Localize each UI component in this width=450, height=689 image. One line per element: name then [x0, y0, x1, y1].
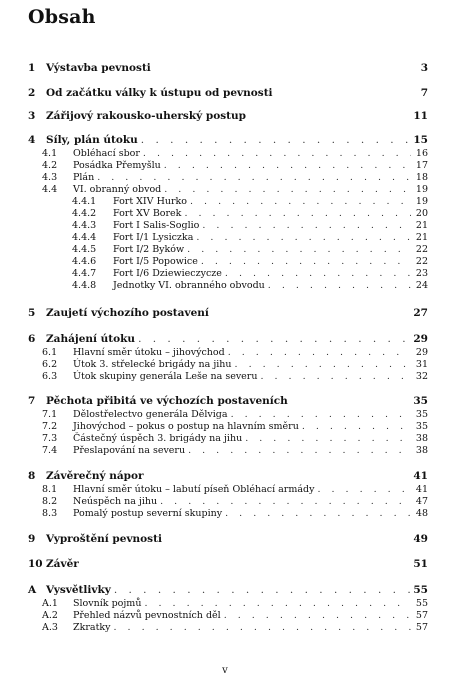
- toc-page-number: 23: [415, 268, 428, 279]
- toc-page-number: 24: [415, 280, 428, 291]
- leader-dots: [260, 371, 411, 382]
- leader-dots: [235, 359, 411, 370]
- leader-dots: [201, 256, 411, 267]
- leader-dots: [202, 220, 411, 231]
- leader-dots: [224, 610, 411, 621]
- toc-section-title: Přehled názvů pevnostních děl: [73, 610, 221, 621]
- toc-subsection-title: Fort XV Borek: [113, 208, 182, 219]
- toc-subsection-4-4-5[interactable]: 4.4.5 Fort I/2 Byków . . . 22: [28, 244, 428, 256]
- toc-page-number: 55: [413, 584, 428, 596]
- toc-section-8-3[interactable]: 8.3 Pomalý postup severní skupiny . . . 48: [28, 508, 428, 520]
- toc-section-4-2[interactable]: 4.2 Posádka Přemyšlu . . . 17: [28, 160, 428, 172]
- toc-section-title: Obléhací sbor: [73, 148, 140, 159]
- toc-page-number: 21: [415, 232, 428, 243]
- toc-page-number: 3: [420, 62, 428, 74]
- toc-page-number: 22: [415, 256, 428, 267]
- leader-dots: [160, 496, 411, 507]
- toc-section-4-1[interactable]: 4.1 Obléhací sbor . . . 16: [28, 148, 428, 160]
- toc-page-number: 19: [415, 184, 428, 195]
- toc-section-8-2[interactable]: 8.2 Neúspěch na jihu . . . 47: [28, 496, 428, 508]
- leader-dots: [245, 433, 411, 444]
- leader-dots: [302, 421, 411, 432]
- toc-subsection-title: Fort I Salis-Soglio: [113, 220, 200, 231]
- toc-page-number: 19: [415, 196, 428, 207]
- toc-page-number: 35: [415, 409, 428, 420]
- toc-page-number: 51: [413, 558, 428, 570]
- toc-page-number: 57: [415, 610, 428, 621]
- toc-section-a-2[interactable]: A.2 Přehled názvů pevnostních děl . . . 57: [28, 610, 428, 622]
- toc-section-title: Hlavní směr útoku – jihovýchod: [73, 347, 225, 358]
- toc-chapter-10[interactable]: 10 Závěr 51: [28, 558, 428, 570]
- toc-page-number: 29: [413, 333, 428, 345]
- toc-subsection-4-4-1[interactable]: 4.4.1 Fort XIV Hurko . . . 19: [28, 196, 428, 208]
- toc-subsection-title: Fort I/5 Popowice: [113, 256, 198, 267]
- toc-page-number: 18: [415, 172, 428, 183]
- toc-subsection-4-4-7[interactable]: 4.4.7 Fort I/6 Dziewieczycze . . . 23: [28, 268, 428, 280]
- toc-page-number: 55: [415, 598, 428, 609]
- toc-page-number: 32: [415, 371, 428, 382]
- toc-section-title: Neúspěch na jihu: [73, 496, 158, 507]
- leader-dots: [228, 347, 411, 358]
- toc-chapter-9[interactable]: 9 Vyproštění pevnosti 49: [28, 533, 428, 545]
- leader-dots: [225, 508, 411, 519]
- toc-page-number: 57: [415, 622, 428, 633]
- toc-section-title: Jihovýchod – pokus o postup na hlavním směru: [73, 421, 299, 432]
- toc-section-title: Pomalý postup severní skupiny: [73, 508, 223, 519]
- leader-dots: [268, 280, 411, 291]
- leader-dots: [190, 196, 411, 207]
- toc-subsection-4-4-8[interactable]: 4.4.8 Jednotky VI. obranného obvodu . . . 24: [28, 280, 428, 292]
- toc-section-7-3[interactable]: 7.3 Částečný úspěch 3. brigády na jihu . . . 38: [28, 433, 428, 445]
- toc-section-7-1[interactable]: 7.1 Dělostřelectvo generála Dělviga . . . 35: [28, 409, 428, 421]
- toc-subsection-title: Fort XIV Hurko: [113, 196, 187, 207]
- toc-chapter-6[interactable]: 6 Zahájení útoku . . . 29: [28, 333, 428, 347]
- leader-dots: [141, 134, 411, 146]
- toc-chapter-title: Zahájení útoku: [46, 333, 136, 345]
- toc-chapter-1[interactable]: 1 Výstavba pevnosti 3: [28, 62, 428, 74]
- leader-dots: [143, 148, 411, 159]
- toc-section-a-1[interactable]: A.1 Slovník pojmů . . . 55: [28, 598, 428, 610]
- leader-dots: [187, 244, 411, 255]
- leader-dots: [225, 268, 411, 279]
- toc-page-number: 41: [413, 470, 428, 482]
- toc-section-title: Slovník pojmů: [73, 598, 142, 609]
- toc-section-6-2[interactable]: 6.2 Útok 3. střelecké brigády na jihu . . . 31: [28, 359, 428, 371]
- toc-section-4-4[interactable]: 4.4 VI. obranný obvod . . . 19: [28, 184, 428, 196]
- toc-page-number: 38: [415, 433, 428, 444]
- toc-chapter-5[interactable]: 5 Zaujetí výchozího postavení 27: [28, 307, 428, 319]
- leader-dots: [138, 333, 410, 345]
- toc-chapter-title: Síly, plán útoku: [46, 134, 138, 146]
- toc-chapter-2[interactable]: 2 Od začátku války k ústupu od pevnosti 7: [28, 87, 428, 99]
- leader-dots: [144, 598, 411, 609]
- toc-section-title: Útok 3. střelecké brigády na jihu: [73, 359, 232, 370]
- toc-chapter-title: Závěrečný nápor: [46, 470, 144, 482]
- toc-chapter-title: Zářijový rakousko-uherský postup: [46, 110, 246, 122]
- toc-section-title: Posádka Přemyšlu: [73, 160, 161, 171]
- toc-page-number: 27: [413, 307, 428, 319]
- leader-dots: [114, 622, 411, 633]
- toc-page-number: 35: [415, 421, 428, 432]
- toc-page-number: 48: [415, 508, 428, 519]
- toc-subsection-title: Fort I/2 Byków: [113, 244, 185, 255]
- page-title: Obsah: [28, 6, 96, 28]
- toc-subsection-title: Fort I/1 Lysiczka: [113, 232, 194, 243]
- toc-section-title: Zkratky: [73, 622, 111, 633]
- toc-section-title: Plán: [73, 172, 95, 183]
- toc-appendix-a[interactable]: A Vysvětlivky . . . 55: [28, 584, 428, 598]
- leader-dots: [188, 445, 411, 456]
- toc-chapter-8[interactable]: 8 Závěrečný nápor 41: [28, 470, 428, 482]
- page-number-footer: v: [222, 665, 228, 676]
- toc-chapter-title: Výstavba pevnosti: [46, 62, 151, 74]
- toc-page-number: 21: [415, 220, 428, 231]
- toc-section-8-1[interactable]: 8.1 Hlavní směr útoku – labutí píseň Obléhací armády . . . 41: [28, 484, 428, 496]
- leader-dots: [231, 409, 411, 420]
- toc-chapter-title: Od začátku války k ústupu od pevnosti: [46, 87, 273, 99]
- toc-section-title: Útok skupiny generála Leše na severu: [73, 371, 258, 382]
- toc-page-number: 41: [415, 484, 428, 495]
- toc-page-number: 20: [415, 208, 428, 219]
- toc-section-title: VI. obranný obvod: [73, 184, 162, 195]
- toc-section-6-1[interactable]: 6.1 Hlavní směr útoku – jihovýchod . . . 29: [28, 347, 428, 359]
- leader-dots: [196, 232, 411, 243]
- toc-subsection-4-4-4[interactable]: 4.4.4 Fort I/1 Lysiczka . . . 21: [28, 232, 428, 244]
- toc-chapter-title: Zaujetí výchozího postavení: [46, 307, 209, 319]
- toc-page-number: 17: [415, 160, 428, 171]
- toc-section-7-4[interactable]: 7.4 Přeslapování na severu . . . 38: [28, 445, 428, 457]
- toc-chapter-title: Vyproštění pevnosti: [46, 533, 162, 545]
- leader-dots: [164, 184, 411, 195]
- toc-page-number: 31: [415, 359, 428, 370]
- toc-chapter-title: Závěr: [46, 558, 79, 570]
- toc-page-number: 11: [413, 110, 428, 122]
- toc-page-number: 35: [413, 395, 428, 407]
- toc-page-number: 16: [415, 148, 428, 159]
- toc-subsection-title: Fort I/6 Dziewieczycze: [113, 268, 222, 279]
- toc-page-number: 15: [413, 134, 428, 146]
- toc-page-number: 47: [415, 496, 428, 507]
- toc-page-number: 7: [420, 87, 428, 99]
- toc-chapter-3[interactable]: 3 Zářijový rakousko-uherský postup 11: [28, 110, 428, 122]
- leader-dots: [184, 208, 411, 219]
- leader-dots: [317, 484, 411, 495]
- toc-chapter-4[interactable]: 4 Síly, plán útoku . . . 15: [28, 134, 428, 148]
- toc-subsection-4-4-2[interactable]: 4.4.2 Fort XV Borek . . . 20: [28, 208, 428, 220]
- toc-subsection-title: Jednotky VI. obranného obvodu: [113, 280, 265, 291]
- toc-section-4-3[interactable]: 4.3 Plán . . . 18: [28, 172, 428, 184]
- leader-dots: [164, 160, 411, 171]
- leader-dots: [97, 172, 411, 183]
- toc-section-a-3[interactable]: A.3 Zkratky . . . 57: [28, 622, 428, 634]
- toc-section-title: Částečný úspěch 3. brigády na jihu: [73, 433, 243, 444]
- toc-page-number: 49: [413, 533, 428, 545]
- toc-chapter-7[interactable]: 7 Pěchota přibitá ve výchozích postaveních 35: [28, 395, 428, 407]
- leader-dots: [114, 584, 411, 596]
- toc-section-6-3[interactable]: 6.3 Útok skupiny generála Leše na severu . . . 32: [28, 371, 428, 383]
- toc-subsection-4-4-6[interactable]: 4.4.6 Fort I/5 Popowice . . . 22: [28, 256, 428, 268]
- toc-section-title: Přeslapování na severu: [73, 445, 186, 456]
- toc-section-title: Dělostřelectvo generála Dělviga: [73, 409, 228, 420]
- toc-section-title: Hlavní směr útoku – labutí píseň Obléhací armády: [73, 484, 315, 495]
- toc-section-7-2[interactable]: 7.2 Jihovýchod – pokus o postup na hlavním směru . . . 35: [28, 421, 428, 433]
- toc-chapter-title: Vysvětlivky: [46, 584, 111, 596]
- toc-page-number: 29: [415, 347, 428, 358]
- toc-subsection-4-4-3[interactable]: 4.4.3 Fort I Salis-Soglio . . . 21: [28, 220, 428, 232]
- toc-chapter-title: Pěchota přibitá ve výchozích postaveních: [46, 395, 288, 407]
- toc-page-number: 22: [415, 244, 428, 255]
- toc-page-number: 38: [415, 445, 428, 456]
